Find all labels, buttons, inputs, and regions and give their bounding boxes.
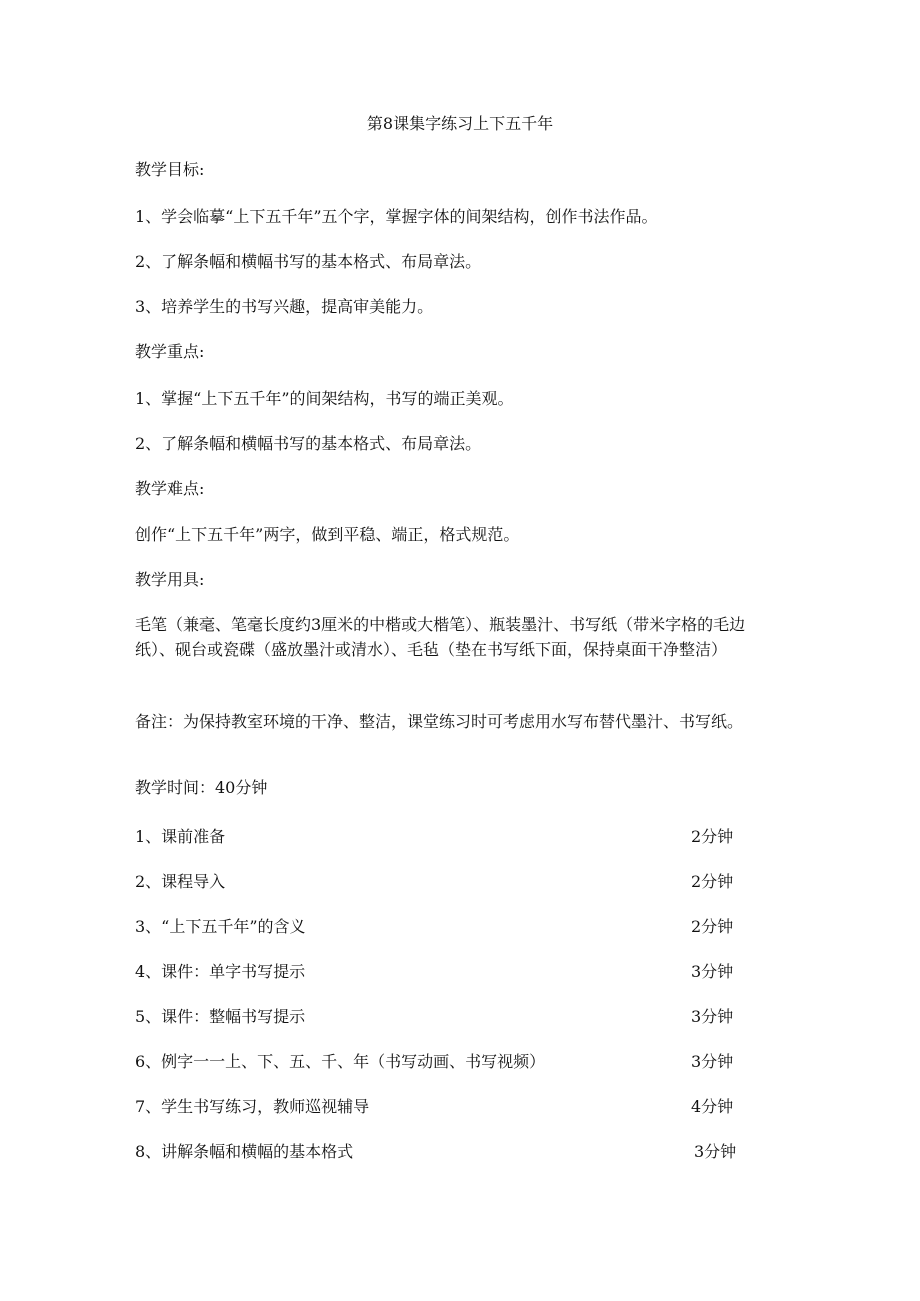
- schedule-duration: 3分钟: [691, 1052, 734, 1071]
- note-text: 备注：为保持教室环境的干净、整洁，课堂练习时可考虑用水写布替代墨汁、书写纸。: [135, 712, 744, 731]
- key-point-item: 2、了解条幅和横幅书写的基本格式、布局章法。: [135, 434, 482, 453]
- schedule-row: [135, 826, 775, 848]
- objective-item: 3、培养学生的书写兴趣，提高审美能力。: [135, 297, 434, 316]
- schedule-row: [135, 961, 775, 983]
- difficulties-heading: 教学难点:: [135, 479, 205, 498]
- schedule-row: [135, 916, 775, 938]
- schedule-duration: 2分钟: [691, 872, 734, 891]
- tools-text: 毛笔（兼毫、笔毫长度约3厘米的中楷或大楷笔）、瓶装墨汁、书写纸（带米字格的毛边纸）、砚台或瓷碟（盛放墨汁或清水）、毛毡（垫在书写纸下面，保持桌面干净整洁）: [135, 615, 746, 659]
- objective-item: 1、学会临摹“上下五千年”五个字，掌握字体的间架结构，创作书法作品。: [135, 207, 658, 226]
- schedule-duration: 4分钟: [691, 1097, 734, 1116]
- schedule-row: [135, 1051, 775, 1073]
- key-points-heading: 教学重点:: [135, 342, 205, 361]
- schedule-duration: 3分钟: [691, 1007, 734, 1026]
- schedule-label: 2、课程导入: [135, 872, 226, 891]
- schedule-row: [135, 871, 775, 893]
- schedule-duration: 2分钟: [691, 917, 734, 936]
- schedule-label: 8、讲解条幅和横幅的基本格式: [135, 1142, 354, 1161]
- schedule-row: [135, 1141, 775, 1163]
- schedule-label: 6、例字一一上、下、五、千、年（书写动画、书写视频）: [135, 1052, 546, 1071]
- schedule-duration: 3分钟: [691, 962, 734, 981]
- schedule-label: 3、“上下五千年”的含义: [135, 917, 306, 936]
- difficulties-text: 创作“上下五千年”两字，做到平稳、端正，格式规范。: [135, 525, 520, 544]
- schedule-row: [135, 1006, 775, 1028]
- time-total: 教学时间：40分钟: [135, 778, 268, 797]
- schedule-label: 1、课前准备: [135, 827, 226, 846]
- schedule-label: 7、学生书写练习，教师巡视辅导: [135, 1097, 370, 1116]
- tools-heading: 教学用具:: [135, 570, 205, 589]
- schedule-row: [135, 1096, 775, 1118]
- schedule-label: 5、课件：整幅书写提示: [135, 1007, 306, 1026]
- schedule-label: 4、课件：单字书写提示: [135, 962, 306, 981]
- schedule-duration: 2分钟: [691, 827, 734, 846]
- lesson-title: 第8课集字练习上下五千年: [366, 114, 554, 133]
- key-point-item: 1、掌握“上下五千年”的间架结构，书写的端正美观。: [135, 389, 514, 408]
- schedule-duration: 3分钟: [694, 1142, 737, 1161]
- objectives-heading: 教学目标:: [135, 160, 205, 179]
- objective-item: 2、了解条幅和横幅书写的基本格式、布局章法。: [135, 252, 482, 271]
